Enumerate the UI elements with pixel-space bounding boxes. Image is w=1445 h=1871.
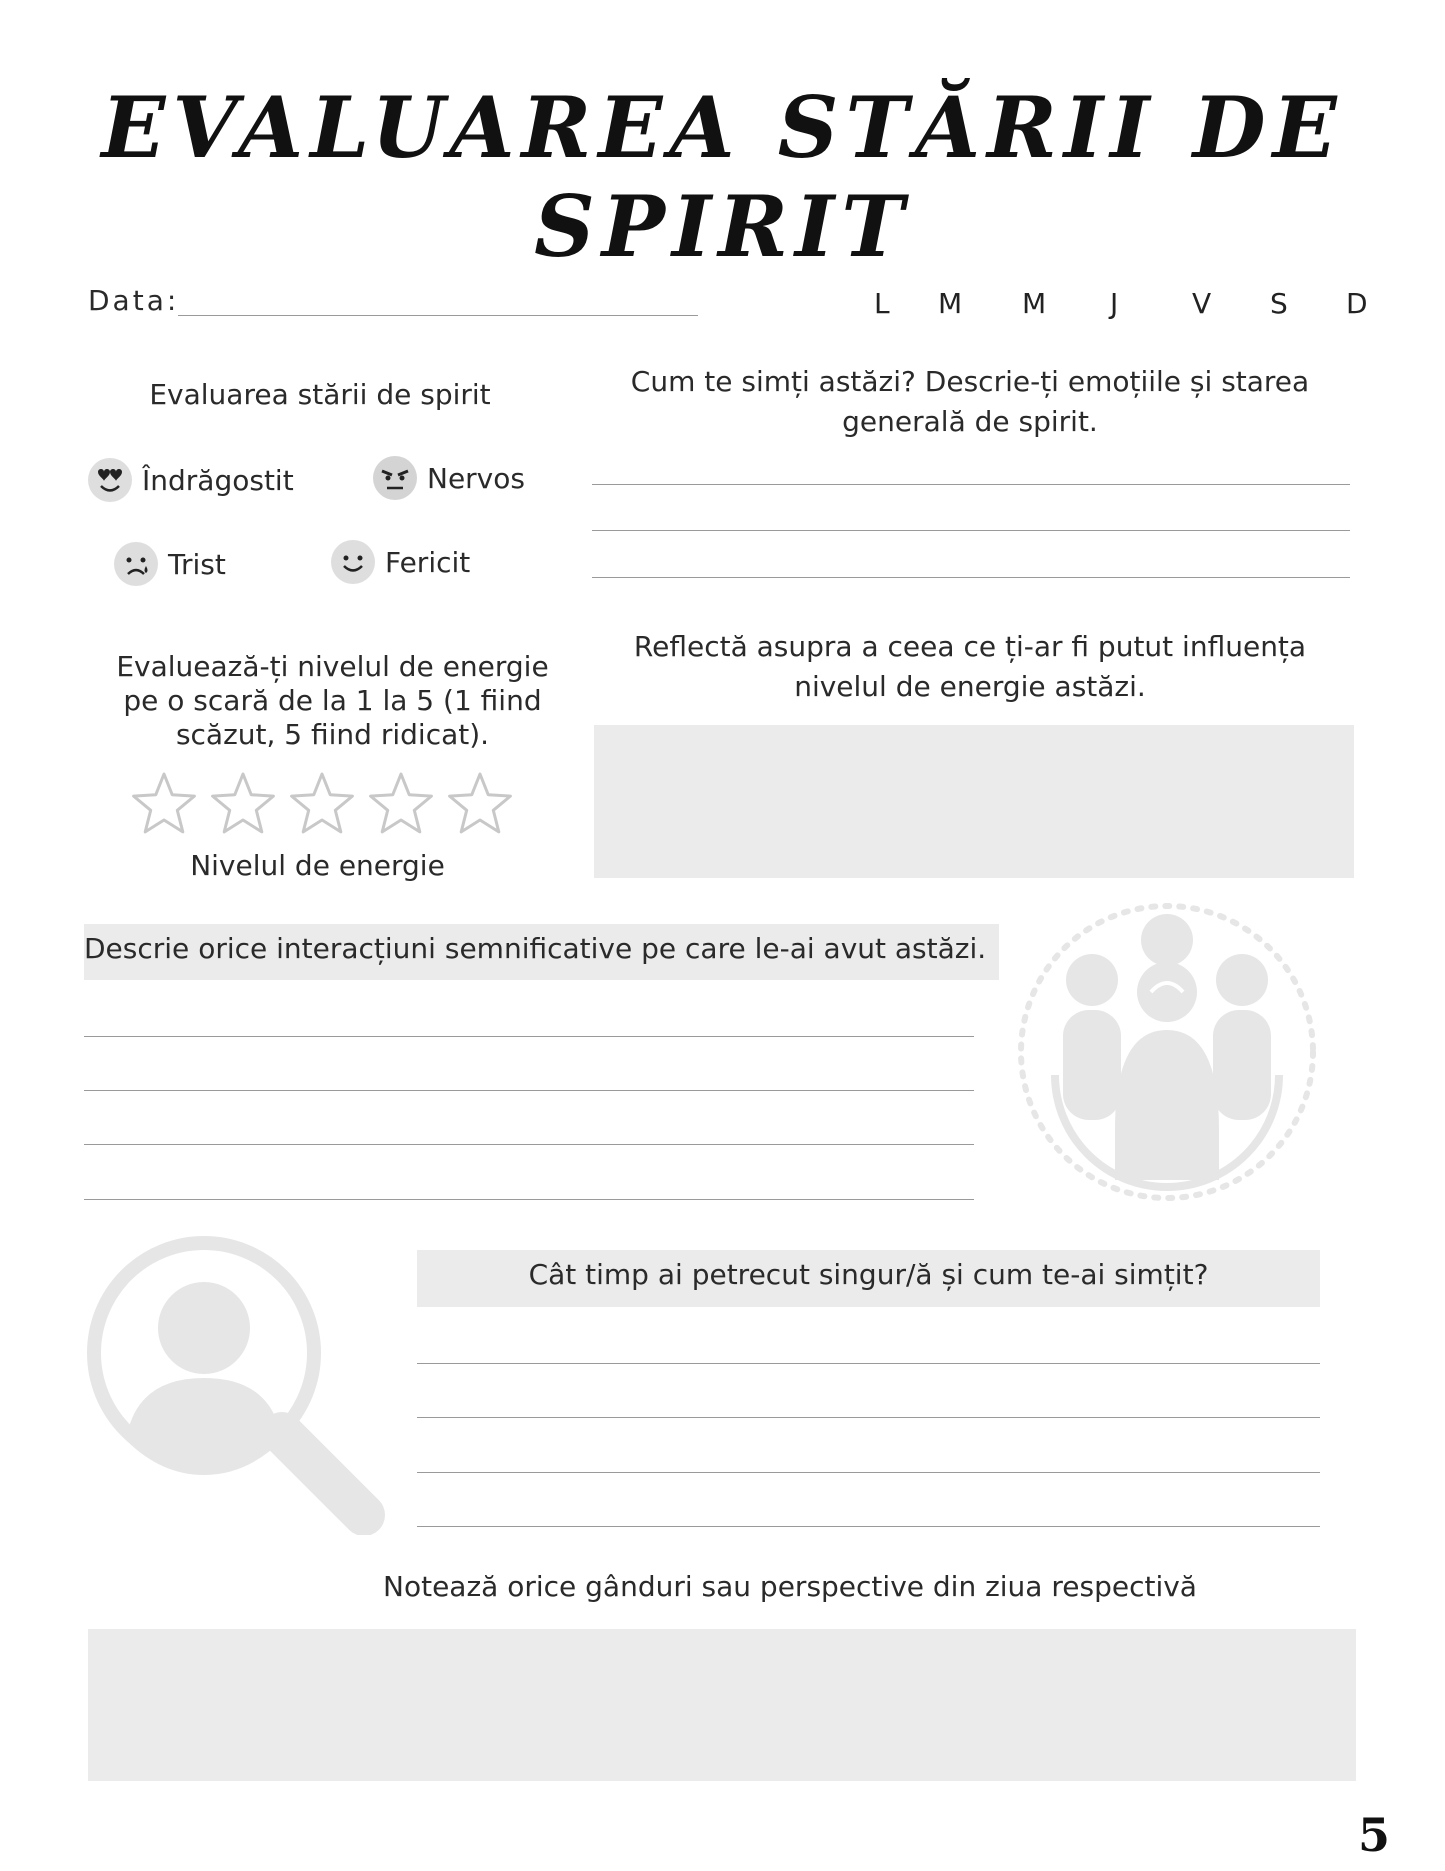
people-group-icon	[1015, 900, 1320, 1205]
date-field[interactable]	[178, 315, 698, 316]
thoughts-answer-box[interactable]	[88, 1629, 1356, 1781]
interactions-line-4[interactable]	[84, 1199, 974, 1200]
feel-prompt: Cum te simți astăzi? Descrie-ți emoțiile și starea generală de spirit.	[630, 365, 1310, 438]
mood-label-angry: Nervos	[427, 461, 525, 495]
energy-prompt: Evaluează-ți nivelul de energie pe o scară de la 1 la 5 (1 fiind scăzut, 5 fiind ridicat).	[116, 650, 549, 751]
alone-line-1[interactable]	[417, 1363, 1320, 1364]
angry-face-icon	[373, 456, 417, 500]
alone-prompt: Cât timp ai petrecut singur/ă și cum te-ai simțit?	[528, 1258, 1209, 1291]
feel-answer-line-3[interactable]	[592, 577, 1350, 578]
star-icon[interactable]	[288, 770, 356, 838]
mood-heading: Evaluarea stării de spirit	[149, 378, 491, 411]
date-label: Data:	[88, 284, 180, 317]
in-love-face-icon	[88, 458, 132, 502]
interactions-line-2[interactable]	[84, 1090, 974, 1091]
mood-option-angry[interactable]	[373, 456, 525, 500]
star-icon[interactable]	[446, 770, 514, 838]
weekday-thursday[interactable]: J	[1110, 287, 1120, 320]
weekday-monday[interactable]: L	[874, 287, 891, 320]
interactions-line-1[interactable]	[84, 1036, 974, 1037]
thoughts-prompt: Notează orice gânduri sau perspective din ziua respectivă	[383, 1570, 1197, 1603]
star-icon[interactable]	[367, 770, 435, 838]
feel-answer-line-1[interactable]	[592, 484, 1350, 485]
mood-label-happy: Fericit	[385, 545, 471, 579]
weekday-tuesday[interactable]: M	[938, 287, 964, 320]
mood-option-sad[interactable]	[114, 542, 226, 586]
reflect-answer-box[interactable]	[594, 725, 1354, 878]
mood-label-in-love: Îndrăgostit	[142, 463, 294, 497]
feel-answer-line-2[interactable]	[592, 530, 1350, 531]
weekday-saturday[interactable]: S	[1270, 287, 1289, 320]
alone-line-4[interactable]	[417, 1526, 1320, 1527]
page-number: 5	[1357, 1808, 1390, 1862]
interactions-line-3[interactable]	[84, 1144, 974, 1145]
star-icon[interactable]	[130, 770, 198, 838]
sad-face-icon	[114, 542, 158, 586]
weekday-friday[interactable]: V	[1192, 287, 1213, 320]
reflect-prompt: Reflectă asupra a ceea ce ți-ar fi putut influența nivelul de energie astăzi.	[633, 630, 1307, 703]
weekday-wednesday[interactable]: M	[1022, 287, 1048, 320]
weekday-sunday[interactable]: D	[1346, 287, 1369, 320]
mood-label-sad: Trist	[168, 547, 226, 581]
page-title: EVALUAREA STĂRII DE SPIRIT	[101, 78, 1344, 276]
alone-line-2[interactable]	[417, 1417, 1320, 1418]
star-icon[interactable]	[209, 770, 277, 838]
interactions-prompt: Descrie orice interacțiuni semnificative pe care le-ai avut astăzi.	[84, 932, 987, 965]
magnifier-person-icon	[86, 1235, 386, 1535]
happy-face-icon	[331, 540, 375, 584]
energy-caption: Nivelul de energie	[190, 849, 445, 882]
mood-option-happy[interactable]	[331, 540, 470, 584]
alone-line-3[interactable]	[417, 1472, 1320, 1473]
mood-option-in-love[interactable]	[88, 458, 294, 502]
